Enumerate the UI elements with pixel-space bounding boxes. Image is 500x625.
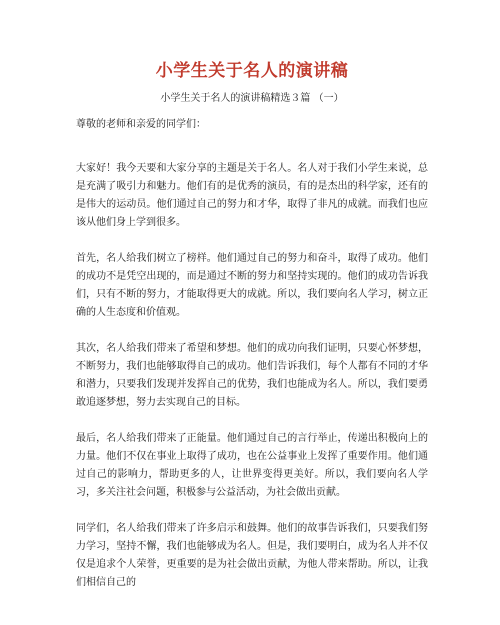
paragraph-1: 大家好！我今天要和大家分享的主题是关于名人。名人对于我们小学生来说，总是充满了吸引力和魅力。他们有的是优秀的演员，有的是杰出的科学家，还有的是伟大的运动员。他们通过自己的努力和才华，取得了非凡的成就。而我们也应该从他们身上学到很多。 [76, 163, 428, 228]
paragraph-2: 首先，名人给我们树立了榜样。他们通过自己的努力和奋斗，取得了成功。他们的成功不是凭空出现的，而是通过不断的努力和坚持实现的。他们的成功告诉我们，只有不断的努力，才能取得更大的成就。所以，我们要向名人学习，树立正确的人生态度和价值观。 [76, 253, 428, 318]
document-title: 小学生关于名人的演讲稿 [155, 61, 349, 81]
document-subtitle: 小学生关于名人的演讲稿精选３篇 （一） [160, 93, 344, 104]
document-page [0, 60, 500, 625]
greeting-line: 尊敬的老师和亲爱的同学们： [76, 119, 206, 130]
paragraph-4: 最后，名人给我们带来了正能量。他们通过自己的言行举止，传递出积极向上的力量。他们不仅在事业上取得了成功，也在公益事业上发挥了重要作用。他们通过自己的影响力，帮助更多的人，让世界变得更美好。所以，我们要向名人学习，多关注社会问题，积极参与公益活动，为社会做出贡献。 [76, 433, 428, 498]
paragraph-5: 同学们，名人给我们带来了许多启示和鼓舞。他们的故事告诉我们，只要我们努力学习，坚持不懈，我们也能够成为名人。但是，我们要明白，成为名人并不仅仅是追求个人荣誉，更重要的是为社会做出贡献，为他人带来帮助。所以，让我们相信自己的 [76, 523, 428, 588]
paragraph-3: 其次，名人给我们带来了希望和梦想。他们的成功向我们证明，只要心怀梦想，不断努力，我们也能够取得自己的成功。他们告诉我们，每个人都有不同的才华和潜力，只要我们发现并发挥自己的优势，我们也能成为名人。所以，我们要勇敢追逐梦想，努力去实现自己的目标。 [76, 343, 428, 408]
